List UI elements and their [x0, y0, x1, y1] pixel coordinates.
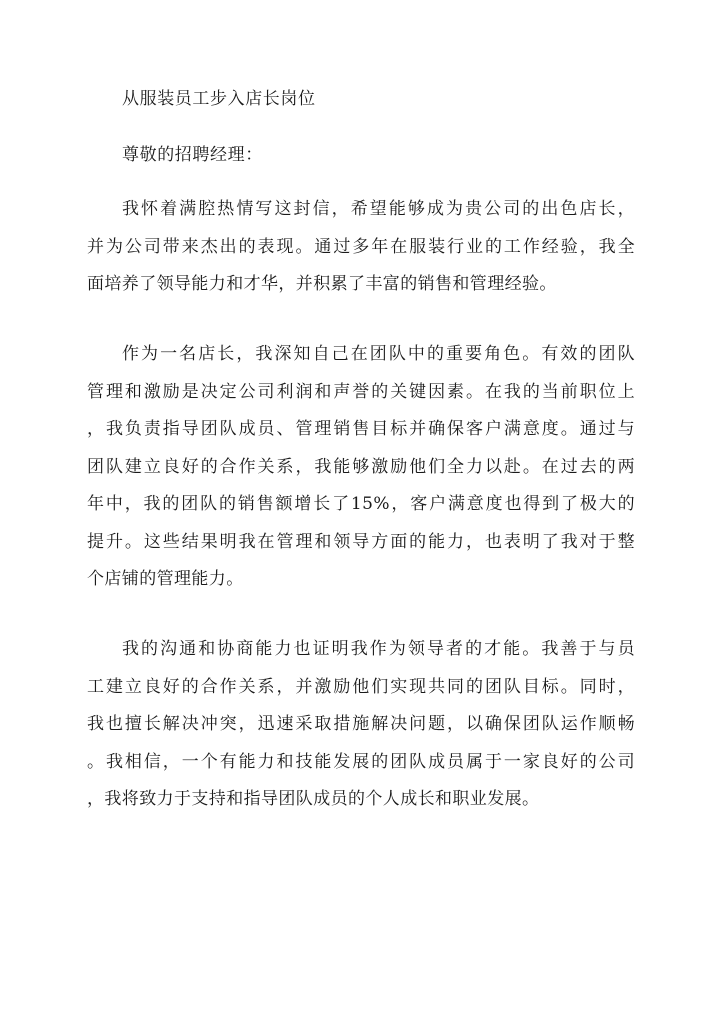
paragraph-line: 年中，我的团队的销售额增长了15%，客户满意度也得到了极大的 — [87, 494, 635, 514]
paragraph-3 — [87, 631, 635, 819]
paragraph-line: 面培养了领导能力和才华，并积累了丰富的销售和管理经验。 — [87, 274, 557, 294]
paragraph-line: 团队建立良好的合作关系，我能够激励他们全力以赴。在过去的两 — [87, 456, 635, 477]
paragraph-line: 我怀着满腔热情写这封信，希望能够成为贵公司的出色店长， — [122, 199, 635, 219]
document-title: 从服装员工步入店长岗位 — [122, 89, 316, 109]
paragraph-line: 我的沟通和协商能力也证明我作为领导者的才能。我善于与员 — [122, 639, 635, 659]
paragraph-line: 我也擅长解决冲突，迅速采取措施解决问题，以确保团队运作顺畅 — [87, 714, 635, 734]
paragraph-line: 工建立良好的合作关系，并激励他们实现共同的团队目标。同时， — [87, 676, 635, 697]
paragraph-line: 管理和激励是决定公司利润和声誉的关键因素。在我的当前职位上 — [87, 381, 635, 402]
paragraph-line: 。我相信，一个有能力和技能发展的团队成员属于一家良好的公司 — [87, 751, 635, 772]
paragraph-line: 并为公司带来杰出的表现。通过多年在服装行业的工作经验，我全 — [87, 236, 635, 257]
paragraph-line: 个店铺的管理能力。 — [87, 569, 244, 589]
paragraph-line: ，我将致力于支持和指导团队成员的个人成长和职业发展。 — [87, 789, 540, 809]
salutation: 尊敬的招聘经理： — [122, 145, 263, 165]
paragraph-2 — [87, 336, 635, 599]
paragraph-1 — [87, 191, 635, 304]
paragraph-line: 作为一名店长，我深知自己在团队中的重要角色。有效的团队 — [122, 344, 635, 364]
paragraph-line: 提升。这些结果明我在管理和领导方面的能力，也表明了我对于整 — [87, 531, 635, 552]
paragraph-line: ，我负责指导团队成员、管理销售目标并确保客户满意度。通过与 — [87, 419, 635, 439]
